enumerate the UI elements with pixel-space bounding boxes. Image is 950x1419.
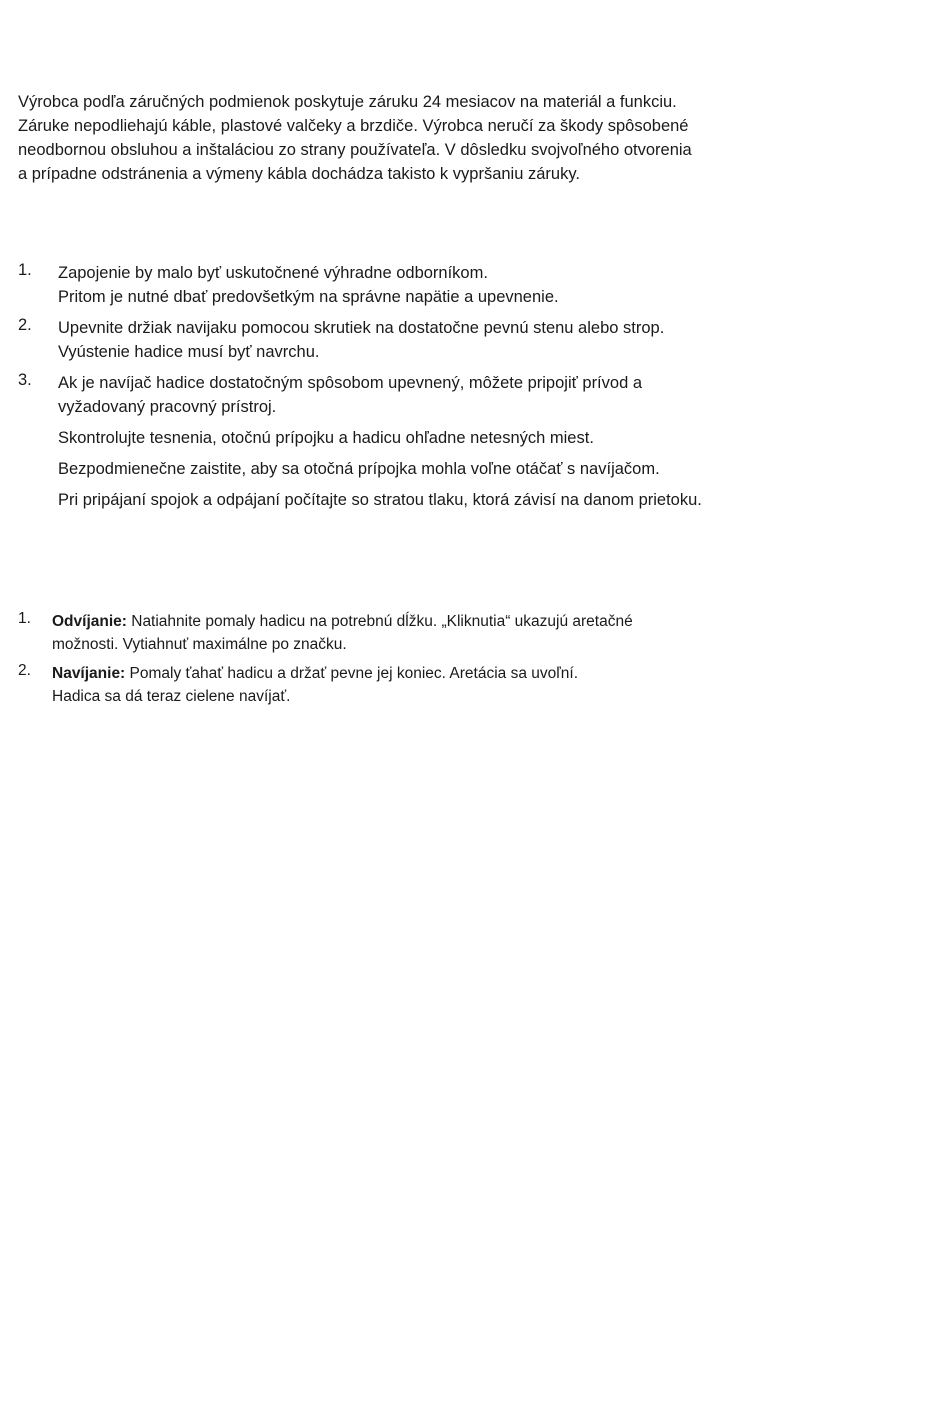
step-text: možnosti. Vytiahnuť maximálne po značku. xyxy=(52,636,347,653)
installation-step-1 xyxy=(18,261,928,309)
step-label: Odvíjanie: xyxy=(52,613,127,630)
step-number: 3. xyxy=(18,371,32,389)
step-text: Pritom je nutné dbať predovšetkým na správne napätie a upevnenie. xyxy=(58,288,559,306)
warranty-line: Záruke nepodliehajú káble, plastové valčeky a brzdiče. Výrobca neručí za škody spôsobené xyxy=(18,117,689,135)
installation-step-3 xyxy=(18,371,928,419)
step-text: Natiahnite pomaly hadicu na potrebnú dĺžku. „Kliknutia“ ukazujú aretačné xyxy=(126,613,633,630)
step-text: Zapojenie by malo byť uskutočnené výhradne odborníkom. xyxy=(58,264,488,282)
installation-note: Bezpodmienečne zaistite, aby sa otočná prípojka mohla voľne otáčať s navíjačom. xyxy=(58,460,660,478)
warranty-line: a prípadne odstránenia a výmeny kábla dochádza takisto k vypršaniu záruky. xyxy=(18,165,580,183)
step-text: Pomaly ťahať hadicu a držať pevne jej koniec. Aretácia sa uvoľní. xyxy=(125,665,579,682)
step-text: Ak je navíjač hadice dostatočným spôsobom upevnený, môžete pripojiť prívod a xyxy=(58,374,643,392)
installation-list xyxy=(18,261,928,519)
step-text-line xyxy=(52,610,918,633)
warranty-line: Výrobca podľa záručných podmienok poskytuje záruku 24 mesiacov na materiál a funkciu. xyxy=(18,93,677,111)
operation-step-1 xyxy=(18,610,918,656)
step-number: 2. xyxy=(18,662,31,679)
step-text: Vyústenie hadice musí byť navrchu. xyxy=(58,343,320,361)
operation-list xyxy=(18,610,918,714)
installation-notes xyxy=(58,426,928,512)
step-text: Upevnite držiak navijaku pomocou skrutiek na dostatočne pevnú stenu alebo strop. xyxy=(58,319,665,337)
installation-note: Skontrolujte tesnenia, otočnú prípojku a hadicu ohľadne netesných miest. xyxy=(58,429,594,447)
operation-step-2 xyxy=(18,662,918,708)
step-text: vyžadovaný pracovný prístroj. xyxy=(58,398,277,416)
step-label: Navíjanie: xyxy=(52,665,126,682)
warranty-paragraph xyxy=(18,90,918,186)
step-number: 1. xyxy=(18,261,32,279)
step-text-line xyxy=(52,662,918,685)
step-number: 2. xyxy=(18,316,32,334)
step-text: Hadica sa dá teraz cielene navíjať. xyxy=(52,688,291,705)
step-number: 1. xyxy=(18,610,31,627)
warranty-line: neodbornou obsluhou a inštaláciou zo strany používateľa. V dôsledku svojvoľného otvorenia xyxy=(18,141,692,159)
installation-step-2 xyxy=(18,316,928,364)
installation-note: Pri pripájaní spojok a odpájaní počítajte so stratou tlaku, ktorá závisí na danom prietoku. xyxy=(58,491,702,509)
